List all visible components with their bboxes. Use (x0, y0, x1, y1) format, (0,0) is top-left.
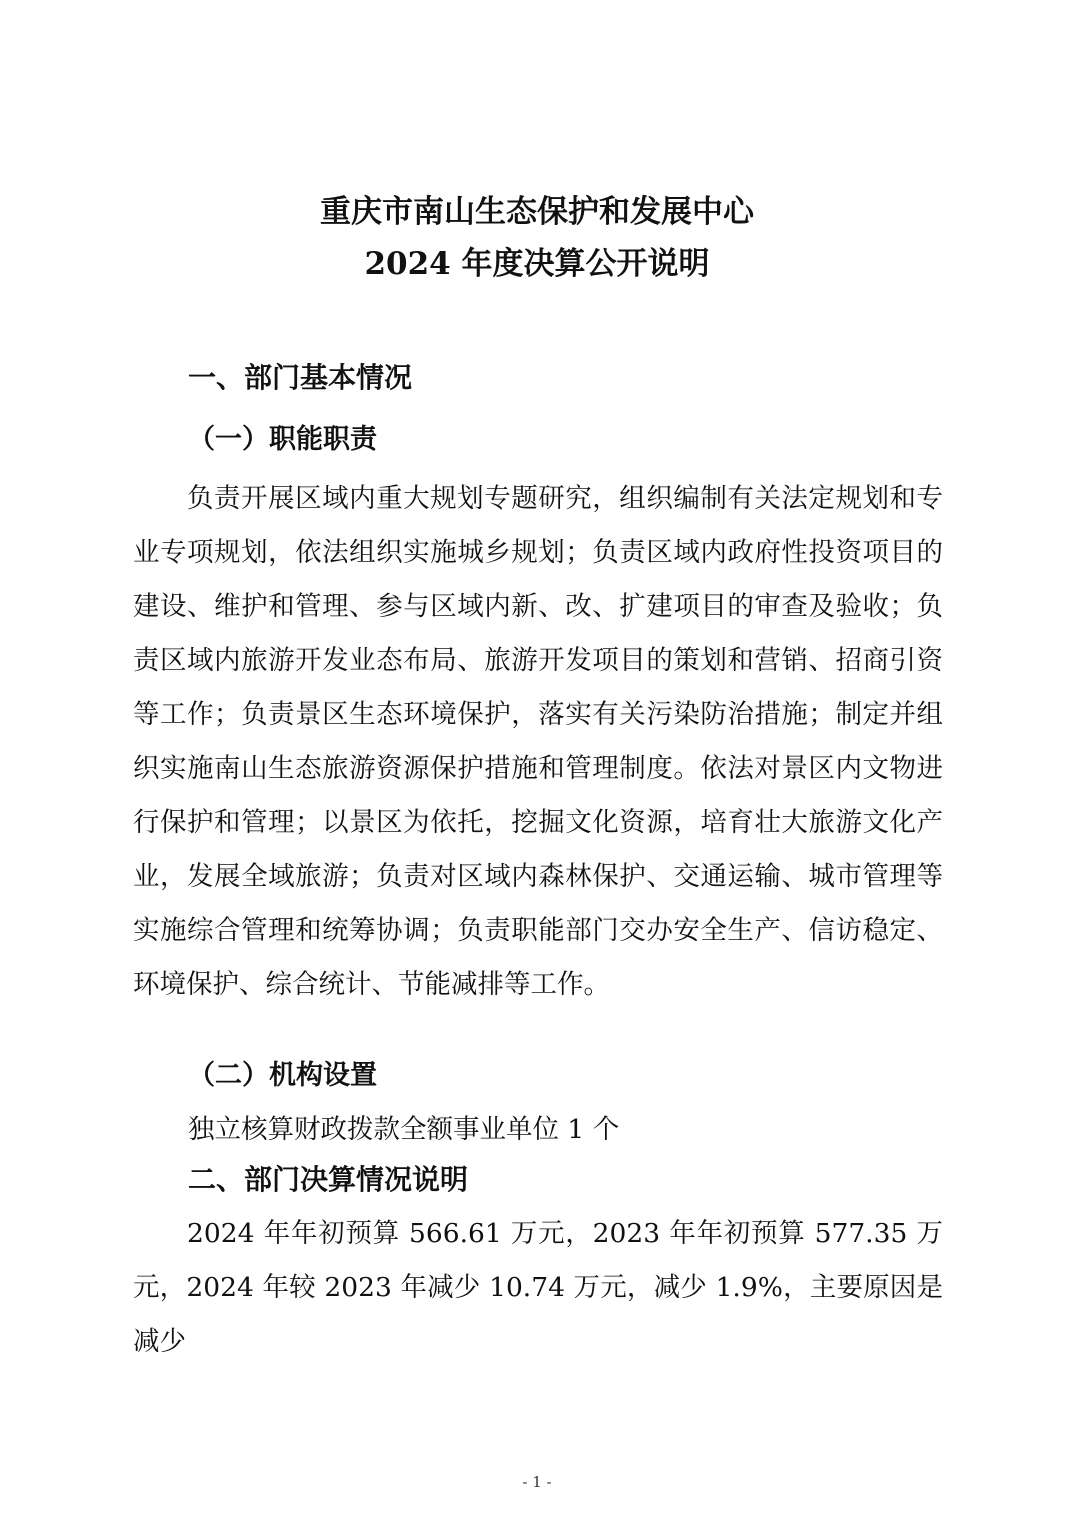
document-title: 重庆市南山生态保护和发展中心 (320, 194, 754, 230)
organization-text: 独立核算财政拨款全额事业单位 1 个 (188, 1114, 620, 1145)
final-accounts-paragraph: 2024 年年初预算 566.61 万元，2023 年年初预算 577.35 万元，2024 年较 2023 年减少 10.74 万元，减少 1.9%，主要原因是减少 (133, 1218, 943, 1357)
section-heading-basic-info: 一、部门基本情况 (188, 361, 413, 394)
document-subtitle: 2024 年度决算公开说明 (364, 246, 710, 282)
page-number: - 1 - (522, 1473, 552, 1491)
section-heading-final-accounts: 二、部门决算情况说明 (188, 1163, 469, 1196)
subsection-heading-functions: （一）职能职责 (188, 424, 377, 455)
functions-paragraph: 负责开展区域内重大规划专题研究，组织编制有关法定规划和专业专项规划，依法组织实施城乡规划；负责区域内政府性投资项目的建设、维护和管理、参与区域内新、改、扩建项目的审查及验收；负责区域内旅游开发业态布局、旅游开发项目的策划和营销、招商引资等工作；负责景区生态环境保护，落实有关污染防治措施；制定并组织实施南山生态旅游资源保护措施和管理制度。依法对景区内文物进行保护和管理；以景区为依托，挖掘文化资源，培育壮大旅游文化产业，发展全域旅游；负责对区域内森林保护、交通运输、城市管理等实施综合管理和统筹协调；负责职能部门交办安全生产、信访稳定、环境保护、综合统计、节能减排等工作。 (133, 483, 943, 1000)
subsection-heading-organization: （二）机构设置 (188, 1060, 377, 1091)
